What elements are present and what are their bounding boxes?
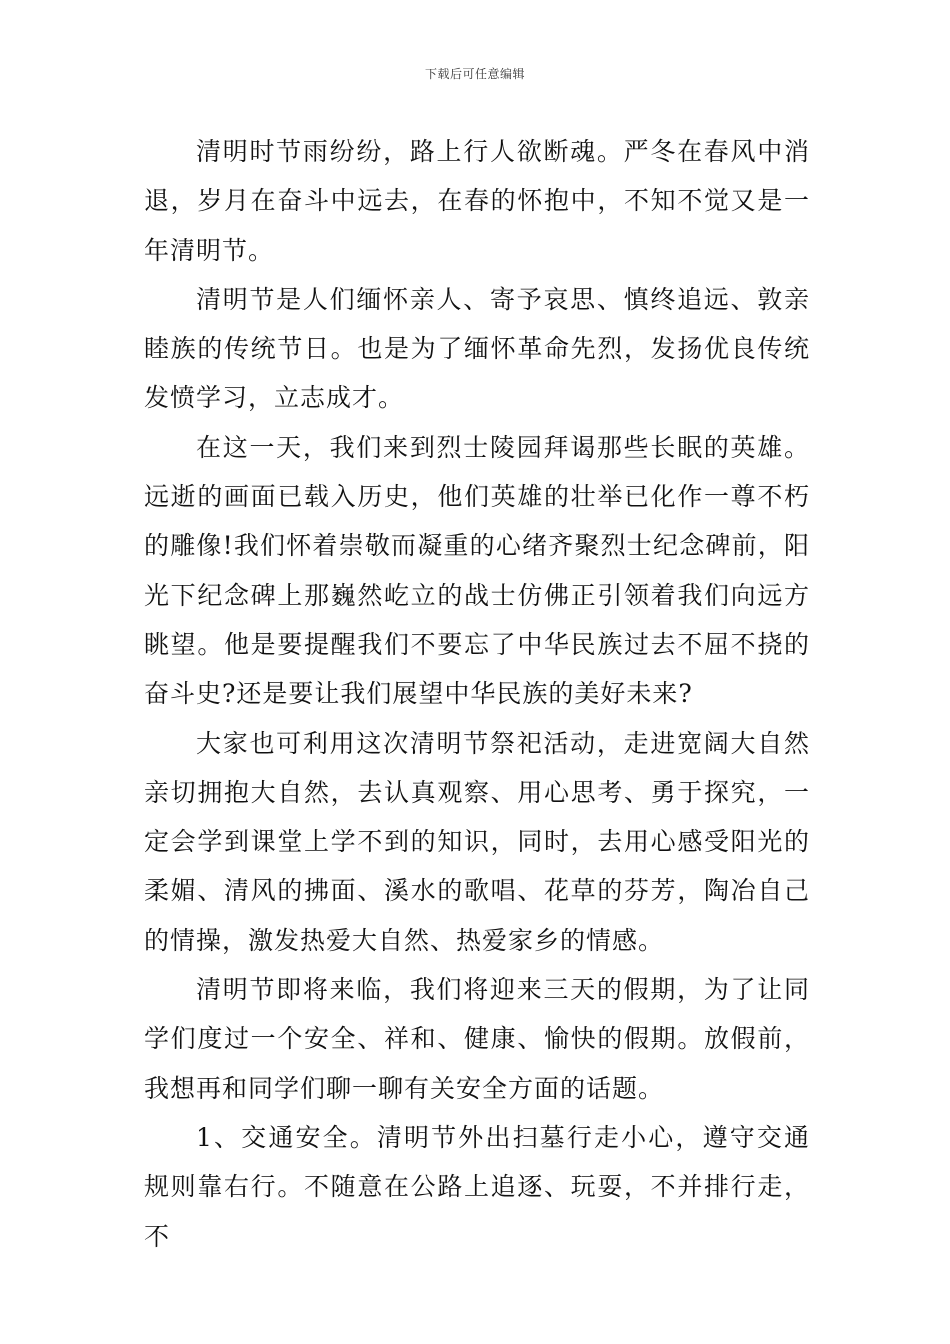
document-body bbox=[144, 127, 810, 1261]
paragraph-3: 在这一天，我们来到烈士陵园拜谒那些长眠的英雄。远逝的画面已载入历史，他们英雄的壮举已化作一尊不朽的雕像!我们怀着崇敬而凝重的心绪齐聚烈士纪念碑前，阳光下纪念碑上那巍然屹立的战士仿佛正引领着我们向远方眺望。他是要提醒我们不要忘了中华民族过去不屈不挠的奋斗史?还是要让我们展望中华民族的美好未来? bbox=[144, 432, 810, 709]
paragraph-2: 清明节是人们缅怀亲人、寄予哀思、慎终追远、敦亲睦族的传统节日。也是为了缅怀革命先烈，发扬优良传统发愤学习，立志成才。 bbox=[144, 284, 810, 413]
paragraph-6: 1、交通安全。清明节外出扫墓行走小心，遵守交通规则靠右行。不随意在公路上追逐、玩耍，不并排行走，不 bbox=[144, 1122, 810, 1251]
paragraph-4: 大家也可利用这次清明节祭祀活动，走进宽阔大自然亲切拥抱大自然，去认真观察、用心思考、勇于探究，一定会学到课堂上学不到的知识，同时，去用心感受阳光的柔媚、清风的拂面、溪水的歌唱、花草的芬芳，陶冶自己的情操，激发热爱大自然、热爱家乡的情感。 bbox=[144, 728, 810, 955]
page-header: 下载后可任意编辑 bbox=[424, 67, 525, 81]
paragraph-1: 清明时节雨纷纷，路上行人欲断魂。严冬在春风中消退，岁月在奋斗中远去，在春的怀抱中，不知不觉又是一年清明节。 bbox=[144, 137, 810, 265]
paragraph-5: 清明节即将来临，我们将迎来三天的假期，为了让同学们度过一个安全、祥和、健康、愉快的假期。放假前，我想再和同学们聊一聊有关安全方面的话题。 bbox=[144, 975, 810, 1103]
